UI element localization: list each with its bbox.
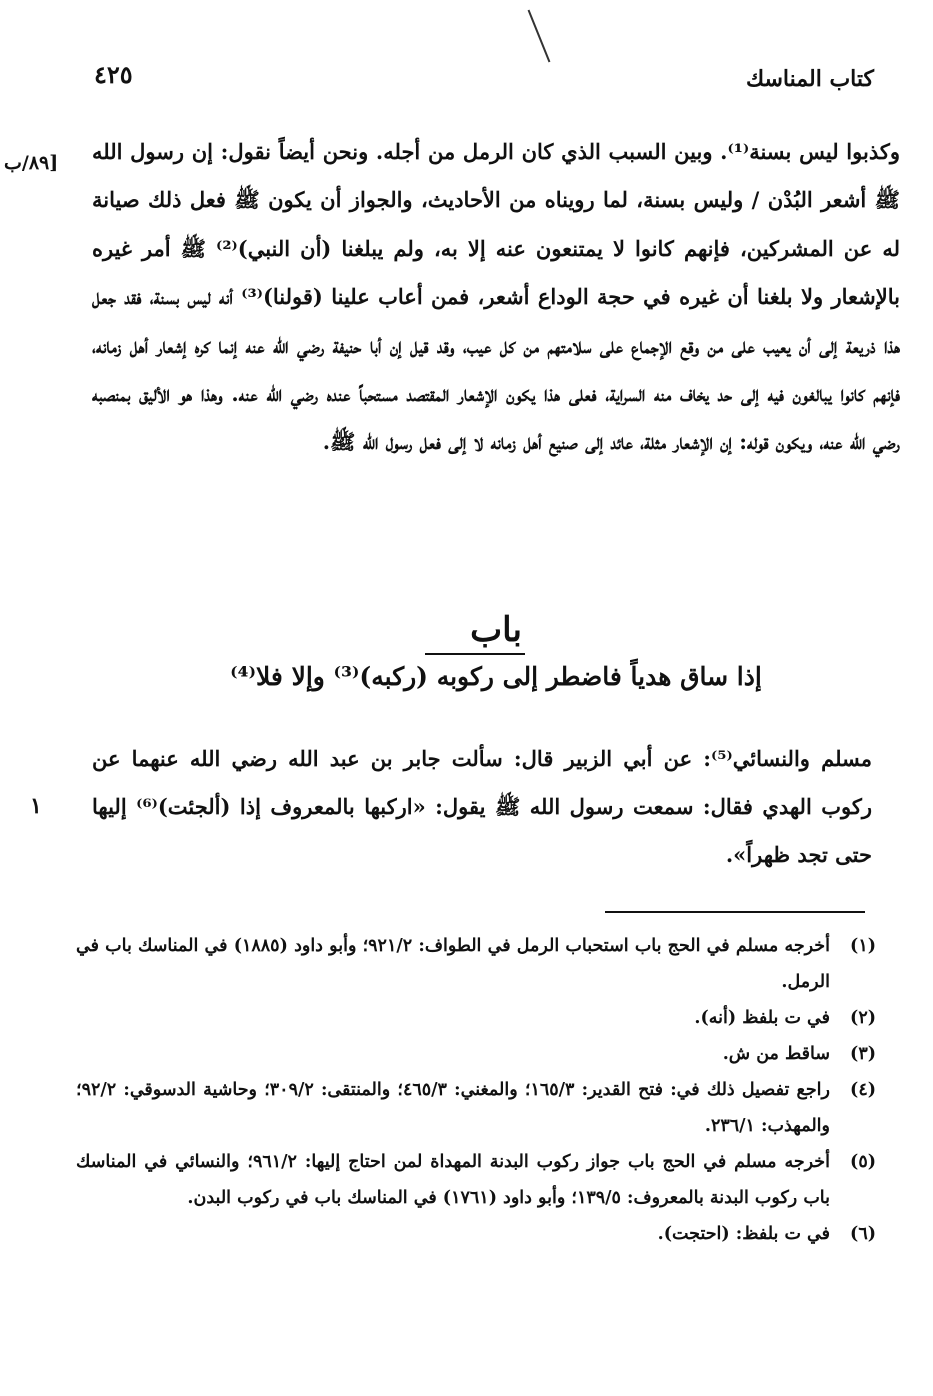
footnote-number: (٥): [850, 1152, 876, 1172]
footnote-text: في ت بلفظ: (احتجت).: [657, 1224, 830, 1244]
footnote-text: أخرجه مسلم في الحج باب استحباب الرمل في الطواف: ٩٢١/٢؛ وأبو داود (١٨٨٥) في المناسك باب في الرمل.: [76, 936, 830, 992]
footnote-number: (٣): [850, 1044, 876, 1064]
footnote-text: في ت بلفظ (أنه).: [694, 1008, 830, 1028]
footnotes-list: [76, 928, 876, 1252]
chapter-subtitle: إذا ساق هدياً فاضطر إلى ركوبه (ركبه)⁽³⁾ وإلا فلا⁽⁴⁾: [230, 662, 762, 691]
footnote-text: أخرجه مسلم في الحج باب جواز ركوب البدنة المهداة لمن احتاج إليها: ٩٦١/٢؛ والنسائي في المناسك باب ركوب البدنة بالمعروف: ١٣٩/٥؛ وأبو داود (١٧٦١) في المناسك باب في ركوب البدن.: [76, 1152, 830, 1208]
stray-ink-mark: [528, 10, 551, 63]
footnote-item: [76, 1144, 876, 1216]
footnote-separator: [605, 911, 865, 913]
footnote-item: [76, 928, 876, 1000]
footnote-item: [76, 1000, 876, 1036]
folio-margin-note: [٨٩/ب: [4, 152, 59, 174]
footnote-item: [76, 1072, 876, 1144]
chapter-title-underline: [425, 653, 525, 655]
footnote-text: ساقط من ش.: [722, 1044, 830, 1064]
hadith-paragraph-text: مسلم والنسائي⁽⁵⁾: عن أبي الزبير قال: سألت جابر بن عبد الله رضي الله عنهما عن ركوب الهدي فقال: سمعت رسول الله ﷺ يقول: «اركبها بالمعروف إذا (ألجئت)⁽⁶⁾ إليها حتى تجد ظهراً».: [92, 746, 872, 867]
chapter-title: باب: [470, 610, 522, 650]
page-number: ٤٢٥: [94, 60, 133, 89]
margin-side-mark: ١: [30, 793, 42, 819]
footnote-text: راجع تفصيل ذلك في: فتح القدير: ١٦٥/٣؛ والمغني: ٤٦٥/٣؛ والمنتقى: ٣٠٩/٢؛ وحاشية الدسوقي: ٩٢/٢؛ والمهذب: ٢٣٦/١.: [76, 1080, 830, 1136]
running-title: كتاب المناسك: [745, 66, 874, 92]
footnote-number: (١): [850, 936, 876, 956]
footnote-item: [76, 1036, 876, 1072]
main-paragraph: [92, 128, 900, 467]
footnote-item: [76, 1216, 876, 1252]
hadith-paragraph: [92, 735, 872, 879]
footnote-number: (٤): [850, 1080, 876, 1100]
footnote-number: (٢): [850, 1008, 876, 1028]
footnote-number: (٦): [850, 1224, 876, 1244]
body-paragraph-text: وكذبوا ليس بسنة⁽¹⁾. وبين السبب الذي كان الرمل من أجله. ونحن أيضاً نقول: إن رسول الله ﷺ أشعر البُدْن / وليس بسنة، لما رويناه من الأحاديث، والجواز أن يكون ﷺ فعل ذلك صيانة له عن المشركين، فإنهم كانوا لا يمتنعون عنه إلا به، ولم يبلغنا (أن النبي)⁽²⁾ ﷺ أمر غيره بالإشعار ولا بلغنا أن غيره في حجة الوداع أشعر، فمن أعاب علينا (قولنا)⁽³⁾ أنه ليس بسنة، فقد جعل هذا ذريعة إلى أن يعيب على من وقع الإجماع على سلامتهم من كل عيب، وقد قيل إن أبا حنيفة رضي الله عنه إنما كره إشعار أهل زمانه، فإنهم كانوا يبالغون فيه إلى حد يخاف منه السراية، فعلى هذا يكون الإشعار المقتصد مستحباً عنده رضي الله عنه. وهذا هو الأليق بمنصبه رضي الله عنه، ويكون قوله: إن الإشعار مثلة، عائد إلى صنيع أهل زمانه لا إلى فعل رسول الله ﷺ.: [92, 139, 900, 455]
page-header: [84, 60, 874, 96]
